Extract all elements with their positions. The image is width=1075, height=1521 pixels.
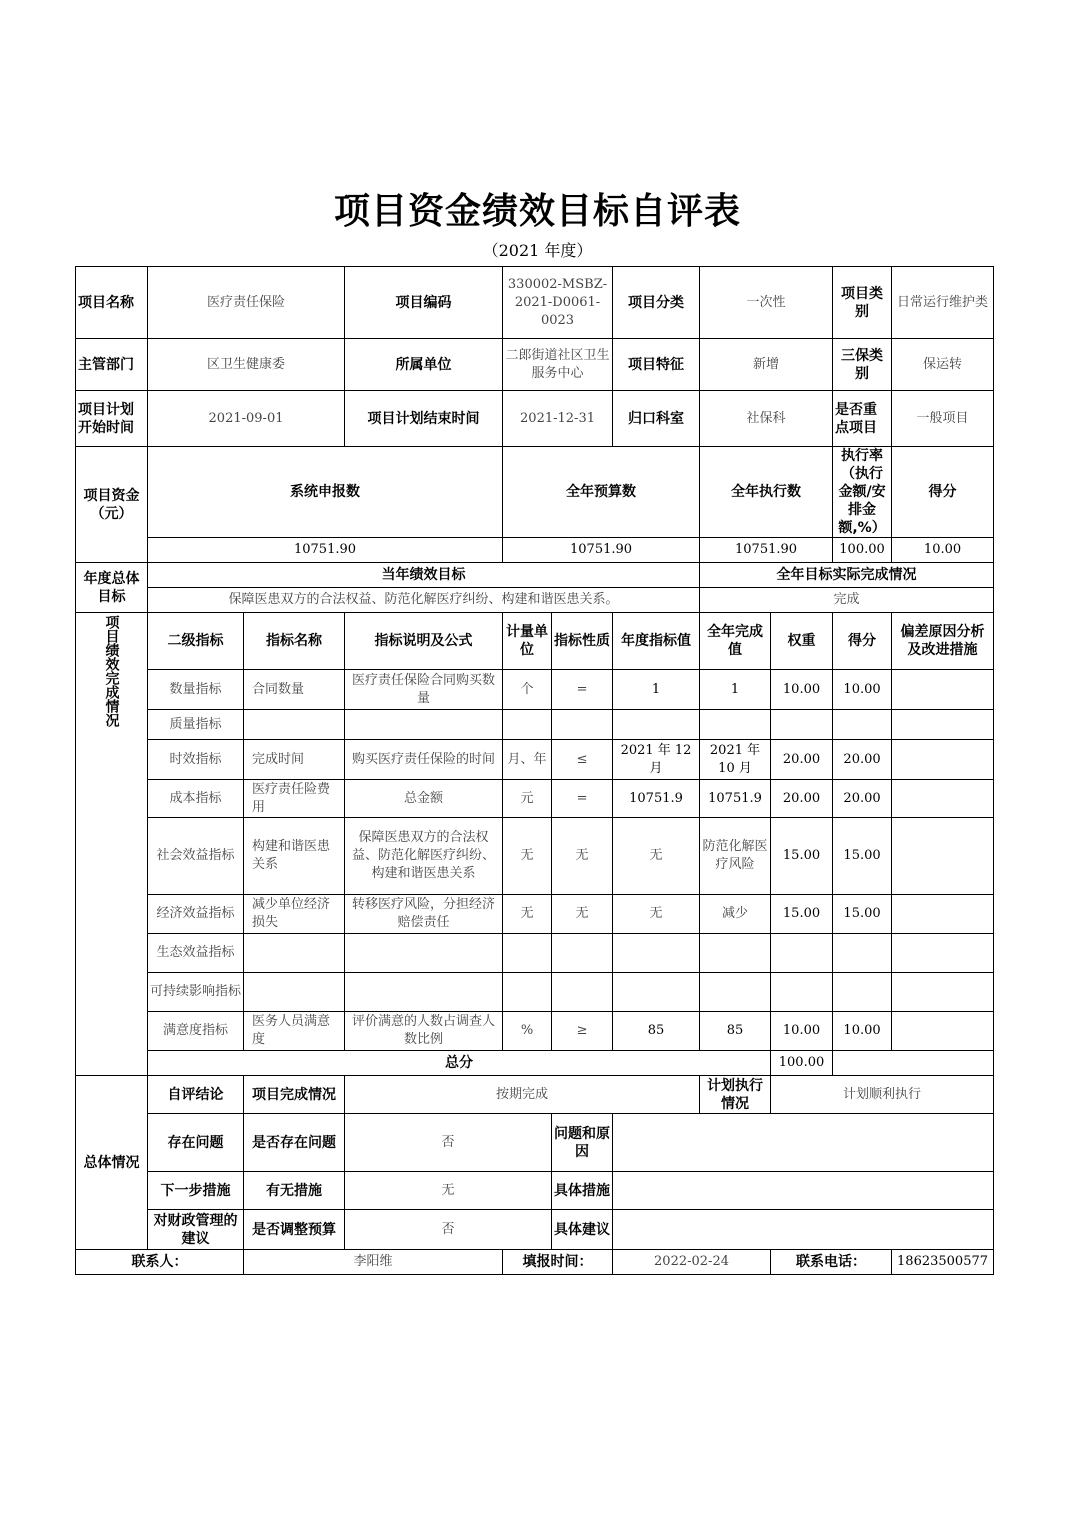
funds-budget-header: 全年预算数	[503, 447, 700, 538]
funds-declared: 10751.90	[148, 538, 503, 563]
indicator-desc	[345, 710, 503, 740]
indicator-unit	[503, 710, 552, 740]
contact: 李阳维	[244, 1250, 503, 1275]
suggest-label: 对财政管理的建议	[148, 1210, 244, 1250]
table-row	[76, 710, 994, 740]
indicator-weight	[771, 934, 833, 973]
indicator-score: 20.00	[833, 740, 892, 780]
key-project: 一般项目	[892, 391, 994, 447]
page-title: 项目资金绩效目标自评表	[333, 191, 741, 232]
funds-label: 项目资金（元）	[76, 447, 148, 563]
perf-header: 指标说明及公式	[345, 613, 503, 670]
indicator-target: 1	[613, 670, 700, 710]
indicator-name: 完成时间	[244, 740, 345, 780]
perf-header: 年度指标值	[613, 613, 700, 670]
indicator-name	[244, 710, 345, 740]
indicator-level2: 时效指标	[148, 740, 244, 780]
indicator-nature	[552, 973, 613, 1012]
indicator-nature: ≥	[552, 1012, 613, 1051]
indicator-weight: 20.00	[771, 780, 833, 818]
project-code-label: 项目编码	[345, 267, 503, 339]
indicator-unit	[503, 973, 552, 1012]
indicator-deviation	[892, 670, 994, 710]
indicator-name: 医务人员满意度	[244, 1012, 345, 1051]
indicator-name: 医疗责任险费用	[244, 780, 345, 818]
indicator-level2: 社会效益指标	[148, 818, 244, 895]
indicator-actual: 2021 年 10 月	[700, 740, 771, 780]
indicator-weight: 15.00	[771, 895, 833, 934]
adjust-label: 是否调整预算	[244, 1210, 345, 1250]
indicator-name: 合同数量	[244, 670, 345, 710]
funds-score-header: 得分	[892, 447, 994, 538]
indicator-desc: 转移医疗风险，分担经济赔偿责任	[345, 895, 503, 934]
indicator-name: 构建和谐医患关系	[244, 818, 345, 895]
table-row	[76, 934, 994, 973]
issue-reason	[613, 1114, 994, 1172]
indicator-actual: 防范化解医疗风险	[700, 818, 771, 895]
indicator-unit: 无	[503, 895, 552, 934]
perf-header: 偏差原因分析及改进措施	[892, 613, 994, 670]
indicator-weight: 20.00	[771, 740, 833, 780]
annual-goal-header: 当年绩效目标	[148, 563, 700, 588]
indicator-desc	[345, 973, 503, 1012]
table-row	[76, 895, 994, 934]
dept-label: 主管部门	[76, 339, 148, 391]
phone-label: 联系电话：	[771, 1250, 892, 1275]
indicator-unit: %	[503, 1012, 552, 1051]
indicator-weight: 15.00	[771, 818, 833, 895]
total-label: 总分	[148, 1051, 771, 1076]
indicator-level2: 生态效益指标	[148, 934, 244, 973]
funds-rate-header: 执行率（执行金额/安排金额,%）	[833, 447, 892, 538]
indicator-weight: 10.00	[771, 670, 833, 710]
annual-goal: 保障医患双方的合法权益、防范化解医疗纠纷、构建和谐医患关系。	[148, 588, 700, 613]
indicator-target: 85	[613, 1012, 700, 1051]
indicator-deviation	[892, 934, 994, 973]
annual-actual: 完成	[700, 588, 994, 613]
indicator-actual	[700, 973, 771, 1012]
date-label: 填报时间：	[503, 1250, 613, 1275]
indicator-weight	[771, 973, 833, 1012]
perf-label	[76, 613, 148, 1076]
indicator-actual: 1	[700, 670, 771, 710]
evaluation-table	[75, 266, 994, 1275]
perf-header: 权重	[771, 613, 833, 670]
indicator-deviation	[892, 710, 994, 740]
indicator-score: 15.00	[833, 818, 892, 895]
project-type: 日常运行维护类	[892, 267, 994, 339]
indicator-desc: 医疗责任保险合同购买数量	[345, 670, 503, 710]
indicator-name: 减少单位经济损失	[244, 895, 345, 934]
perf-header: 指标性质	[552, 613, 613, 670]
total-empty	[833, 1051, 994, 1076]
indicator-score: 10.00	[833, 1012, 892, 1051]
feature: 新增	[700, 339, 833, 391]
phone: 18623500577	[892, 1250, 994, 1275]
indicator-score: 10.00	[833, 670, 892, 710]
indicator-deviation	[892, 780, 994, 818]
indicator-unit: 个	[503, 670, 552, 710]
indicator-level2: 经济效益指标	[148, 895, 244, 934]
table-row	[76, 1012, 994, 1051]
perf-header: 二级指标	[148, 613, 244, 670]
issue-reason-label: 问题和原因	[552, 1114, 613, 1172]
indicator-weight	[771, 710, 833, 740]
has-measure: 无	[345, 1172, 552, 1210]
perf-header: 指标名称	[244, 613, 345, 670]
indicator-target	[613, 934, 700, 973]
indicator-score: 20.00	[833, 780, 892, 818]
project-code: 330002-MSBZ-2021-D0061-0023	[503, 267, 613, 339]
self-eval-label: 自评结论	[148, 1076, 244, 1114]
project-class-label: 项目分类	[613, 267, 700, 339]
indicator-deviation	[892, 895, 994, 934]
overall-label: 总体情况	[76, 1076, 148, 1250]
indicator-weight: 10.00	[771, 1012, 833, 1051]
project-name-label: 项目名称	[76, 267, 148, 339]
indicator-actual	[700, 934, 771, 973]
indicator-nature: 无	[552, 818, 613, 895]
indicator-desc: 评价满意的人数占调查人数比例	[345, 1012, 503, 1051]
indicator-name	[244, 973, 345, 1012]
indicator-target: 无	[613, 895, 700, 934]
indicator-score	[833, 973, 892, 1012]
indicator-actual	[700, 710, 771, 740]
perf-header: 得分	[833, 613, 892, 670]
unit-label: 所属单位	[345, 339, 503, 391]
measure-label: 具体措施	[552, 1172, 613, 1210]
indicator-actual: 85	[700, 1012, 771, 1051]
start-label: 项目计划开始时间	[76, 391, 148, 447]
indicator-level2: 成本指标	[148, 780, 244, 818]
indicator-score	[833, 934, 892, 973]
suggest-detail-label: 具体建议	[552, 1210, 613, 1250]
indicator-desc	[345, 934, 503, 973]
project-class: 一次性	[700, 267, 833, 339]
contact-label: 联系人：	[76, 1250, 244, 1275]
indicator-deviation	[892, 973, 994, 1012]
indicator-unit: 月、年	[503, 740, 552, 780]
date: 2022-02-24	[613, 1250, 771, 1275]
funds-executed: 10751.90	[700, 538, 833, 563]
issues-label: 存在问题	[148, 1114, 244, 1172]
key-label: 是否重点项目	[833, 391, 892, 447]
has-measure-label: 有无措施	[244, 1172, 345, 1210]
adjust: 否	[345, 1210, 552, 1250]
indicator-target: 10751.9	[613, 780, 700, 818]
has-issue-label: 是否存在问题	[244, 1114, 345, 1172]
table-row	[76, 670, 994, 710]
table-row	[76, 818, 994, 895]
suggest-detail	[613, 1210, 994, 1250]
indicator-actual: 10751.9	[700, 780, 771, 818]
indicator-target: 2021 年 12 月	[613, 740, 700, 780]
indicator-deviation	[892, 740, 994, 780]
indicator-desc: 总金额	[345, 780, 503, 818]
project-type-label: 项目类别	[833, 267, 892, 339]
indicator-nature	[552, 710, 613, 740]
indicator-desc: 购买医疗责任保险的时间	[345, 740, 503, 780]
office-label: 归口科室	[613, 391, 700, 447]
sanbao-label: 三保类别	[833, 339, 892, 391]
indicator-unit: 无	[503, 818, 552, 895]
end-date: 2021-12-31	[503, 391, 613, 447]
sanbao: 保运转	[892, 339, 994, 391]
plan-exec: 计划顺利执行	[771, 1076, 994, 1114]
total-weight: 100.00	[771, 1051, 833, 1076]
indicator-desc: 保障医患双方的合法权益、防范化解医疗纠纷、构建和谐医患关系	[345, 818, 503, 895]
completion: 按期完成	[345, 1076, 700, 1114]
indicator-deviation	[892, 1012, 994, 1051]
next-label: 下一步措施	[148, 1172, 244, 1210]
annual-label: 年度总体目标	[76, 563, 148, 613]
table-row	[76, 973, 994, 1012]
start-date: 2021-09-01	[148, 391, 345, 447]
indicator-unit	[503, 934, 552, 973]
indicator-deviation	[892, 818, 994, 895]
indicator-level2: 质量指标	[148, 710, 244, 740]
has-issue: 否	[345, 1114, 552, 1172]
indicator-actual: 减少	[700, 895, 771, 934]
indicator-name	[244, 934, 345, 973]
funds-executed-header: 全年执行数	[700, 447, 833, 538]
indicator-unit: 元	[503, 780, 552, 818]
indicator-level2: 可持续影响指标	[148, 973, 244, 1012]
indicator-nature: 无	[552, 895, 613, 934]
perf-label-text: 项目绩效完成情况	[103, 615, 120, 727]
plan-exec-label: 计划执行情况	[700, 1076, 771, 1114]
feature-label: 项目特征	[613, 339, 700, 391]
office: 社保科	[700, 391, 833, 447]
indicator-target	[613, 973, 700, 1012]
funds-declared-header: 系统申报数	[148, 447, 503, 538]
end-label: 项目计划结束时间	[345, 391, 503, 447]
indicator-score	[833, 710, 892, 740]
indicator-level2: 数量指标	[148, 670, 244, 710]
year-subtitle: （2021 年度）	[482, 241, 593, 260]
completion-label: 项目完成情况	[244, 1076, 345, 1114]
indicator-nature: ≤	[552, 740, 613, 780]
funds-score: 10.00	[892, 538, 994, 563]
perf-header: 计量单位	[503, 613, 552, 670]
indicator-target: 无	[613, 818, 700, 895]
indicator-score: 15.00	[833, 895, 892, 934]
table-row	[76, 780, 994, 818]
funds-budget: 10751.90	[503, 538, 700, 563]
indicator-nature: =	[552, 670, 613, 710]
dept: 区卫生健康委	[148, 339, 345, 391]
annual-actual-header: 全年目标实际完成情况	[700, 563, 994, 588]
funds-rate: 100.00	[833, 538, 892, 563]
table-row	[76, 740, 994, 780]
indicator-nature: =	[552, 780, 613, 818]
indicator-target	[613, 710, 700, 740]
indicator-nature	[552, 934, 613, 973]
project-name: 医疗责任保险	[148, 267, 345, 339]
indicator-level2: 满意度指标	[148, 1012, 244, 1051]
measure	[613, 1172, 994, 1210]
unit: 二郎街道社区卫生服务中心	[503, 339, 613, 391]
perf-header: 全年完成值	[700, 613, 771, 670]
